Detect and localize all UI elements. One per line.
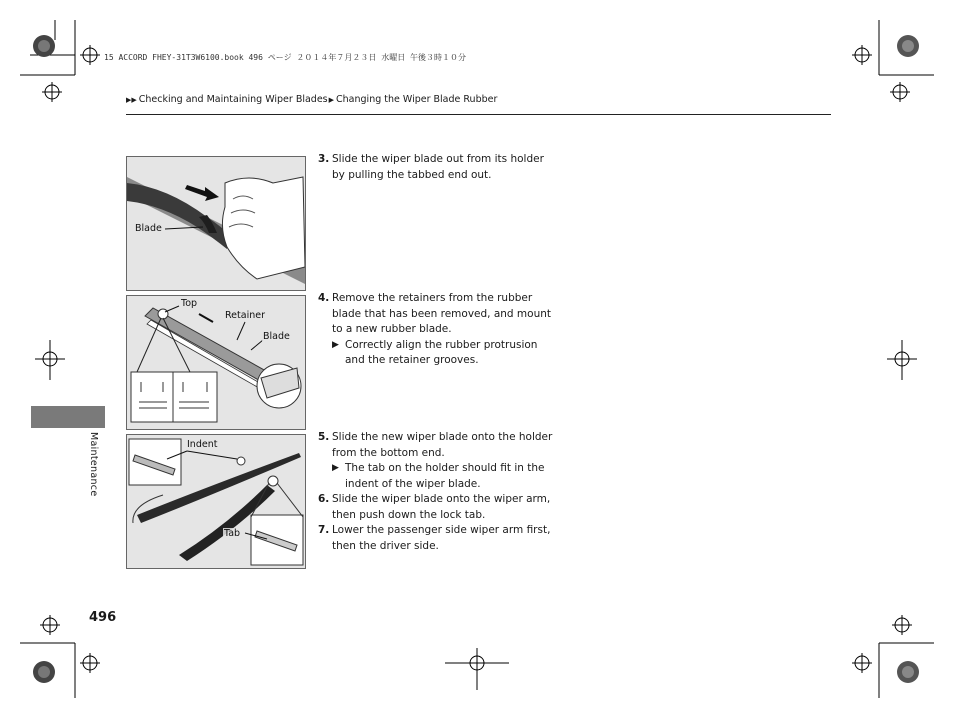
step-3-text: Slide the wiper blade out from its holder by pulling the tabbed end out. (332, 153, 544, 181)
step-4 (318, 291, 556, 369)
section-tab (31, 406, 105, 428)
breadcrumb-arrows: ▶▶ (126, 95, 137, 104)
label-top: Top (181, 298, 198, 309)
breadcrumb-separator: ▶ (328, 95, 335, 104)
label-retainer: Retainer (225, 310, 265, 321)
step-4-text: Remove the retainers from the rubber blade that has been removed, and mount to a new rubber blade. (332, 292, 551, 335)
step-5-note-text: The tab on the holder should fit in the indent of the wiper blade. (345, 462, 545, 490)
figure-retainers (126, 295, 306, 430)
page-number: 496 (89, 610, 117, 625)
rubber-blade-illustration (127, 296, 305, 429)
note-arrow-icon: ▶ (332, 339, 339, 350)
step-7-number: 7. (318, 524, 330, 536)
figure-install-blade (126, 434, 306, 569)
figure-remove-blade (126, 156, 306, 291)
label-indent: Indent (187, 439, 218, 450)
label-tab: Tab (224, 528, 241, 539)
note-arrow-icon: ▶ (332, 463, 339, 473)
step-5-text: Slide the new wiper blade onto the holder from the bottom end. (332, 431, 553, 459)
step-5-number: 5. (318, 431, 330, 443)
step-6-text: Slide the wiper blade onto the wiper arm, then push down the lock tab. (332, 493, 551, 521)
step-6 (318, 492, 556, 523)
step-3 (318, 152, 556, 183)
breadcrumb (126, 94, 497, 105)
label-blade-2: Blade (263, 331, 290, 342)
step-7-text: Lower the passenger side wiper arm first, then the driver side. (332, 524, 551, 552)
wiper-arm-illustration (127, 435, 305, 568)
label-blade: Blade (135, 223, 162, 234)
step-6-number: 6. (318, 493, 330, 505)
step-5-note (318, 461, 556, 492)
print-header: 15 ACCORD FHEY-31T3W6100.book 496 ページ ２０１４年７月２３日 水曜日 午後３時１０分 (104, 53, 467, 62)
step-4-note (318, 338, 556, 369)
step-5 (318, 430, 556, 461)
header-rule (126, 114, 831, 115)
steps-5-7 (318, 430, 556, 554)
breadcrumb-section[interactable]: Checking and Maintaining Wiper Blades (138, 94, 328, 105)
breadcrumb-subsection[interactable]: Changing the Wiper Blade Rubber (336, 94, 498, 105)
step-4-number: 4. (318, 292, 330, 304)
step-7 (318, 523, 556, 554)
step-4-note-text: Correctly align the rubber protrusion and the retainer grooves. (345, 338, 538, 366)
step-3-number: 3. (318, 153, 330, 165)
section-label: Maintenance (88, 432, 99, 497)
